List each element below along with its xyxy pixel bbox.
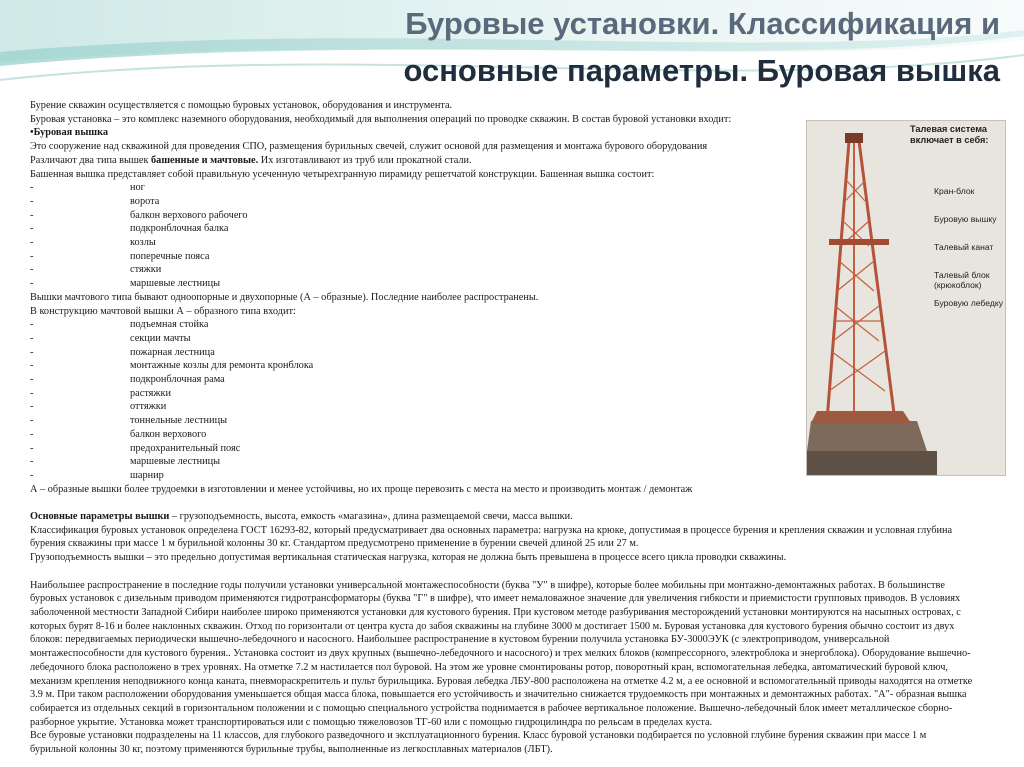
callout-crown-block: Кран-блок [934, 186, 975, 196]
paragraph-intro: Бурение скважин осуществляется с помощью буровых установок, оборудования и инструмента. [30, 100, 453, 111]
list-item: - ног [30, 182, 145, 194]
slide-title [150, 0, 1000, 94]
slide-title-line-2: основные параметры. Буровая вышка [403, 53, 1000, 88]
list-item: - подъемная стойка [30, 319, 209, 331]
paragraph-tower-derrick: Башенная вышка представляет собой правильную усеченную четырехгранную пирамиду решетчатой конструкции. Башенная вышка состоит: [30, 168, 655, 180]
slide-body [30, 99, 974, 757]
paragraph-derrick-definition: Это сооружение над скважиной для проведения СПО, размещения бурильных свечей, служит основой для размещения и монтажа бурового оборудования [30, 141, 708, 153]
spacer [30, 565, 974, 579]
list-item: - козлы [30, 237, 156, 249]
paragraph-rig-classes: Все буровые установки подразделены на 11 классов, для глубокого разведочного и эксплуатационного бурения. Класс буровой установки подбирается по условной глубине бурения скважин при массе 1 м бурильной колонны 30 кг, поэтому применяются бурильные трубы, выполненные из легкосплавных материалов (ЛБТ). [30, 730, 927, 756]
list-item: - оттяжки [30, 401, 167, 413]
list-item: - пожарная лестница [30, 346, 215, 358]
list-item: - растяжки [30, 387, 172, 399]
paragraph-rig-definition: Буровая установка – это комплекс наземного оборудования, необходимый для выполнения операций по проводке скважин. В состав буровой установки входит: [30, 113, 732, 125]
slide-title-line-1: Буровые установки. Классификация и [405, 6, 1000, 41]
paragraph-load-capacity: Грузоподъемность вышки – это предельно допустимая вертикальная статическая нагрузка, которая не должна быть превышена в процессе всего цикла проводки скважины. [30, 552, 787, 564]
paragraph-classification: Классификация буровых установок определена ГОСТ 16293-82, который предусматривает два основных параметра: нагрузка на крюке, допустимая в процессе бурения и крепления скважин и условная глубина бурения скважины при массе 1 м бурильной колонны 30 кг. Стандартом предусмотрено применение в бурении свечей длиной 25 или 27 м. [30, 524, 953, 550]
list-item: - стяжки [30, 264, 162, 276]
list-item: - тоннельные лестницы [30, 415, 227, 427]
callout-travelling-block: Талевый блок (крюкоблок) [934, 270, 990, 290]
list-item: - подкронблочная рама [30, 374, 225, 386]
callout-drawworks: Буровую лебедку [934, 298, 1003, 308]
list-item: - монтажные козлы для ремонта кронблока [30, 360, 314, 372]
list-item: - балкон верхового [30, 428, 207, 440]
spacer [30, 496, 974, 510]
paragraph-mast-derricks: Вышки мачтового типа бывают одноопорные и двухопорные (А – образные). Последние наиболее распространены. [30, 291, 539, 303]
paragraph-derrick-types: Различают два типа вышек башенные и мачтовые. Их изготавливают из труб или прокатной стали. [30, 154, 472, 166]
list-item: - подкронблочная балка [30, 223, 229, 235]
paragraph-mast-components: В конструкцию мачтовой вышки А – образного типа входит: [30, 305, 296, 317]
paragraph-cluster-drilling: Наибольшее распространение в последние годы получили установки универсальной монтажеспособности (буква "У" в шифре), которые более мобильны при монтажно-демонтажных работах. В большинстве буровых установок с дизельным приводом применяются гидротрансформаторы (буква "Г" в шифре), что имеет немаловажное значение для увеличения гибкости и приемистости групповых приводов. В условиях заболоченной местности Западной Сибири наиболее широко применяются установки для кустового бурения. При кустовом методе разбуривания месторождений установки монтируются на насыпных островах, с которых бурят 8-16 и более наклонных скважин. Отход по горизонтали от центра куста до забоя скважины на глубине 3000 м достигает 1500 м. Буровая установка для кустового бурения обычно состоит из двух блоков: передвигаемых периодически вышечно-лебедочного и насосного. Наибольшее распространение в кустовом бурении получила установка БУ-3000ЭУК (с электроприводом, универсальной монтажеспособности для кустового бурения.. Установка состоит из двух крупных (вышечно-лебедочного и насосного) и трех мелких блоков (компрессорного, электроблока и энергоблока). Оборудование вышечно-лебедочного блока расположено в трех уровнях. На отметке 7.2 м настилается пол буровой. На этом же уровне смонтированы ротор, поворотный кран, вспомогательная лебедка, автоматический буровой ключ, механизм крепления неподвижного конца каната, пневмораскрепитель и пульт бурильщика. Буровая лебедка ЛБУ-800 расположена на отметке 4.2 м, а ее основной и вспомогательный приводы находятся на отметке 3.9 м. При таком расположении оборудования уменьшается общая масса блока, повышается его устойчивость и значительно снижается трудоемкость при монтажных и демонтажных работах. "А"- образная вышка собирается из отдельных секций в горизонтальном положении и с помощью специального устройства поднимается в рабочее вертикальное положение. Вышечно-лебедочный блок имеет металлическое сборно-разборное укрытие. Установка может транспортироваться или с помощью тяжеловозов ТГ-60 или с помощью гидроцилиндра по рельсам в пределах куста. [30, 579, 973, 728]
list-item: - шарнир [30, 469, 164, 481]
callout-wire-rope: Талевый канат [934, 242, 994, 252]
paragraph-a-frame-note: А – образные вышки более трудоемки в изготовлении и менее устойчивы, но их проще перевозить с места на место и производить монтаж / демонтаж [30, 483, 693, 495]
list-item: - маршевые лестницы [30, 456, 221, 468]
list-item: - секции мачты [30, 332, 191, 344]
list-item: - ворота [30, 195, 160, 207]
paragraph-main-parameters: Основные параметры вышки – грузоподъемность, высота, емкость «магазина», длина размещаемой свечи, масса вышки. [30, 511, 573, 523]
list-item: - поперечные пояса [30, 250, 210, 262]
section-heading-derrick: •Буровая вышка [30, 127, 108, 139]
list-item: - предохранительный пояс [30, 442, 241, 454]
list-item: - маршевые лестницы [30, 278, 221, 290]
figure-header: Талевая система включает в себя: [910, 124, 989, 145]
list-item: - балкон верхового рабочего [30, 209, 248, 221]
callout-derrick: Буровую вышку [934, 214, 997, 224]
